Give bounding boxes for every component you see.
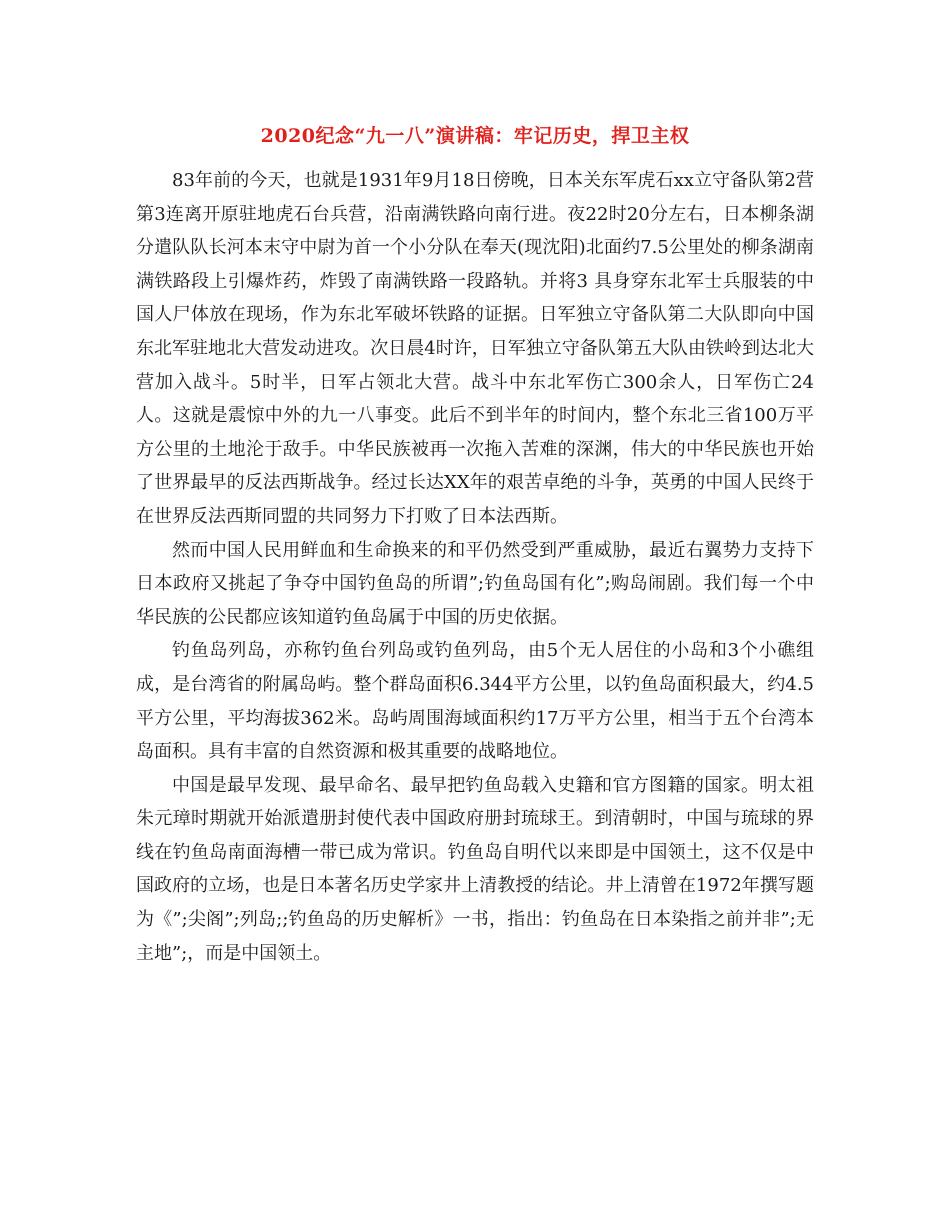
paragraph-4: 中国是最早发现、最早命名、最早把钓鱼岛载入史籍和官方图籍的国家。明太祖朱元璋时期就开始派遣册封使代表中国政府册封琉球王。到清朝时，中国与琉球的界线在钓鱼岛南面海槽一带已成为常识。钓鱼岛自明代以来即是中国领土，这不仅是中国政府的立场，也是日本著名历史学家井上清教授的结论。井上清曾在1972年撰写题为《”;尖阁”;列岛;;钓鱼岛的历史解析》一书，指出：钓鱼岛在日本染指之前并非”;无主地”;，而是中国领土。 (136, 774, 814, 964)
document-title: 2020纪念“九一八”演讲稿：牢记历史，捍卫主权 (260, 125, 690, 147)
paragraph-2: 然而中国人民用鲜血和生命换来的和平仍然受到严重威胁，最近右翼势力支持下日本政府又挑起了争夺中国钓鱼岛的所谓”;钓鱼岛国有化”;购岛闹剧。我们每一个中华民族的公民都应该知道钓鱼岛属于中国的历史依据。 (136, 539, 814, 628)
paragraph-3: 钓鱼岛列岛，亦称钓鱼台列岛或钓鱼列岛，由5个无人居住的小岛和3个小礁组成，是台湾省的附属岛屿。整个群岛面积6.344平方公里，以钓鱼岛面积最大，约4.5平方公里，平均海拔362米。岛屿周围海域面积约17万平方公里，相当于五个台湾本岛面积。具有丰富的自然资源和极其重要的战略地位。 (136, 640, 814, 763)
document-body (136, 164, 814, 970)
paragraph-1: 83年前的今天，也就是1931年9月18日傍晚，日本关东军虎石xx立守备队第2营第3连离开原驻地虎石台兵营，沿南满铁路向南行进。夜22时20分左右，日本柳条湖分遣队队长河本末守中尉为首一个小分队在奉天(现沈阳)北面约7.5公里处的柳条湖南满铁路段上引爆炸药，炸毁了南满铁路一段路轨。并将3 具身穿东北军士兵服装的中国人尸体放在现场，作为东北军破坏铁路的证据。日军独立守备队第二大队即向中国东北军驻地北大营发动进攻。次日晨4时许，日军独立守备队第五大队由铁岭到达北大营加入战斗。5时半，日军占领北大营。战斗中东北军伤亡300余人，日军伤亡24人。这就是震惊中外的九一八事变。此后不到半年的时间内，整个东北三省100万平方公里的土地沦于敌手。中华民族被再一次拖入苦难的深渊，伟大的中华民族也开始了世界最早的反法西斯战争。经过长达XX年的艰苦卓绝的斗争，英勇的中国人民终于在世界反法西斯同盟的共同努力下打败了日本法西斯。 (136, 170, 814, 527)
